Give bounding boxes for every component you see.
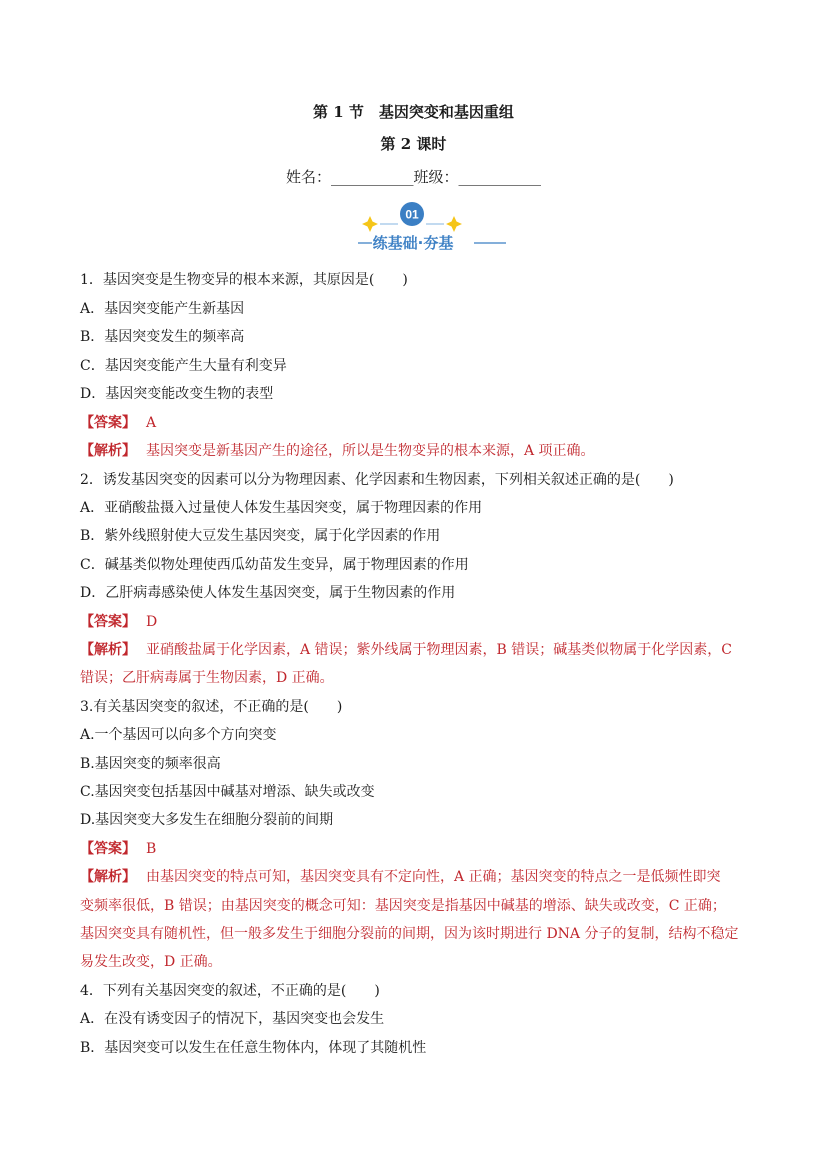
- question-stem: 2．诱发基因突变的因素可以分为物理因素、化学因素和生物因素，下列相关叙述正确的是( ): [80, 472, 674, 488]
- badge-number: 01: [405, 207, 419, 222]
- explain-label: 【解析】: [80, 642, 136, 658]
- option-d: D．乙肝病毒感染使人体发生基因突变，属于生物因素的作用: [80, 585, 456, 601]
- question-stem: 4．下列有关基因突变的叙述，不正确的是( ): [80, 983, 380, 999]
- class-label: 班级：: [413, 168, 459, 186]
- explain-text: 基因突变是新基因产生的途径，所以是生物变异的根本来源，A 项正确。: [146, 443, 595, 459]
- lesson-subtitle: 第 2 课时: [380, 135, 447, 153]
- explain-line: [80, 441, 747, 461]
- option-d: D.基因突变大多发生在细胞分裂前的间期: [80, 812, 334, 828]
- answer-line: [80, 839, 747, 859]
- answer-line: [80, 612, 747, 632]
- option-d: D．基因突变能改变生物的表型: [80, 386, 274, 402]
- answer-value: A: [146, 415, 157, 431]
- explain-line-cont: 基因突变具有随机性，但一般多发生于细胞分裂前的间期，因为该时期进行 DNA 分子的复制，结构不稳定: [80, 926, 739, 942]
- name-blank[interactable]: ___________: [331, 168, 414, 186]
- explain-line: [80, 640, 747, 660]
- option-a: A．在没有诱变因子的情况下，基因突变也会发生: [80, 1011, 385, 1027]
- star-icon: [446, 216, 462, 232]
- section-title: 第 1 节 基因突变和基因重组: [313, 103, 514, 121]
- badge-graphic: [358, 200, 508, 260]
- answer-line: [80, 413, 747, 433]
- question-stem: 3.有关基因突变的叙述，不正确的是( ): [80, 699, 343, 715]
- option-c: C．基因突变能产生大量有利变异: [80, 358, 287, 374]
- section-badge: [358, 200, 508, 260]
- answer-value: B: [146, 841, 157, 857]
- answer-label: 【答案】: [80, 614, 136, 630]
- option-c: C．碱基类似物处理使西瓜幼苗发生变异，属于物理因素的作用: [80, 557, 469, 573]
- option-b: B.基因突变的频率很高: [80, 756, 221, 772]
- explain-line: [80, 867, 747, 887]
- star-icon: [362, 216, 378, 232]
- explain-text: 由基因突变的特点可知，基因突变具有不定向性，A 正确；基因突变的特点之一是低频性即突: [146, 869, 721, 885]
- name-label: 姓名：: [285, 168, 331, 186]
- explain-text: 亚硝酸盐属于化学因素，A 错误；紫外线属于物理因素，B 错误；碱基类似物属于化学因素，C: [146, 642, 733, 658]
- option-b: B．基因突变发生的频率高: [80, 329, 245, 345]
- option-c: C.基因突变包括基因中碱基对增添、缺失或改变: [80, 784, 375, 800]
- answer-label: 【答案】: [80, 415, 136, 431]
- class-blank[interactable]: ___________: [458, 168, 542, 186]
- explain-line-cont: 易发生改变，D 正确。: [80, 954, 222, 970]
- explain-label: 【解析】: [80, 443, 136, 459]
- explain-line-cont: 错误；乙肝病毒属于生物因素，D 正确。: [80, 670, 334, 686]
- option-a: A.一个基因可以向多个方向突变: [80, 727, 277, 743]
- option-b: B．基因突变可以发生在任意生物体内，体现了其随机性: [80, 1040, 427, 1056]
- option-a: A．基因突变能产生新基因: [80, 301, 245, 317]
- explain-label: 【解析】: [80, 869, 136, 885]
- option-b: B．紫外线照射使大豆发生基因突变，属于化学因素的作用: [80, 528, 441, 544]
- name-class-line: [0, 166, 827, 187]
- question-stem: 1．基因突变是生物变异的根本来源，其原因是( ): [80, 272, 408, 288]
- answer-label: 【答案】: [80, 841, 136, 857]
- option-a: A．亚硝酸盐摄入过量使人体发生基因突变，属于物理因素的作用: [80, 500, 483, 516]
- badge-label: 练基础·夯基: [372, 234, 454, 252]
- answer-value: D: [146, 614, 158, 630]
- explain-line-cont: 变频率很低，B 错误；由基因突变的概念可知：基因突变是指基因中碱基的增添、缺失或改变，C 正确；: [80, 898, 726, 914]
